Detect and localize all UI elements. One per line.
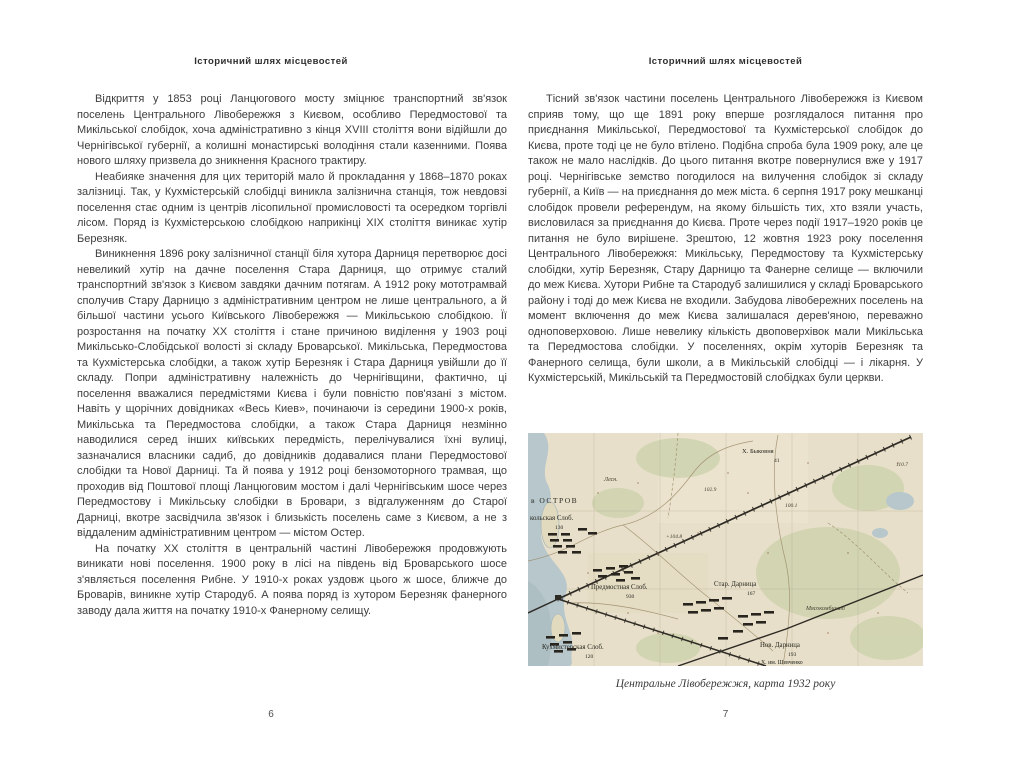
paragraph: Відкриття у 1853 році Ланцюгового мосту зміцнює транспортний зв'язок поселень Центрального Лівобережжя з Києвом, особливо Передмостової та Микільської слобідок, хоча адміністративно з кінця XVIII століття вони відійшли до Чернігівської губернії, а колишні монастирські володіння стали казенними. Поява нового шляху призвела до зникнення Красного трактиру. [77,93,507,167]
left-page-text [77,92,507,619]
page-number-left: 6 [268,709,274,720]
map-label-predmostna-num: 930 [626,594,635,600]
paragraph: Тісний зв'язок частини поселень Центрального Лівобережжя із Києвом сприяв тому, що ще 1891 року вперше розглядалося питання про приєднання Микільської, Передмостової та Кухмістерської слобідок до Києва, проте тоді це не було втілено. Подібна спроба була 1909 року, але це також не мало наслідків. До цього питання вкотре повернулися вже у 1917 році. Чернігівське земство погодилося на вилучення слобідок зі складу губернії, а Київ — на приєднання до меж міста. 6 серпня 1917 року мешканці слобідок провели референдум, на якому більшість тих, хто взяли участь, висловилася за приєднання до Києва. Проте через події 1917–1920 років це питання не було вирішене. Зрештою, 12 жовтня 1923 року поселення Центрального Лівобережжя: Микільську, Передмостову та Кухмістерську слобідки, хутір Березняк, Стару Дарницю та Фанерне селище — включили до меж Києва. Хутори Рибне та Стародуб залишилися у складі Броварського району і тоді до меж Києва не входили. Забудова лівобережних поселень на момент включення до меж Києва залишалася дерев'яною, переважно одноповерховою. Лише невелику кількість двоповерхівок мали Микільська та Передмостова слобідки. У поселеннях, окрім хуторів Березняк та Фанерного селища, були школи, а в Микільській слобідці — і лікарня. У Кухмістерській, Микільській та Передмостовій слобідках були церкви. [528,93,923,384]
map-label-stara-darnytsia: Стар. Дарница [714,581,757,588]
map-label-elev-1107: 110.7 [896,462,908,468]
map-label-bykovnia-num: 41 [774,458,780,464]
map-label-predmostna: Предмостная Слоб. [591,584,648,591]
right-page-text [528,92,923,387]
map-label-kukhmisterska-num: 120 [585,654,594,660]
map-label-ostrov: в ОСТРОВ [531,496,579,505]
map-label-stara-num: 167 [747,591,756,597]
map-label-nova-darnytsia: Нов. Дарница [760,642,800,649]
paragraph: На початку XX століття в центральній частині Лівобережжя продовжують виникати нові поселення. 1900 року в лісі на південь від Броварського шосе з'являється поселення Рибне. У 1910-х роках уздовж цього ж шосе, ближче до Броварів, виникне хутір Стародуб. А поява поряд із хутором Березняк фанерного заводу дала життя на початку 1910-х Фанерному селищу. [77,542,507,617]
map-label-miasokombinat: Мясокомбинат [806,606,845,612]
left-page [77,0,507,768]
map-label-elev-1048: +104.8 [666,534,683,540]
running-head-right: Історичний шлях місцевостей [648,56,803,67]
running-head-left: Історичний шлях місцевостей [194,56,348,67]
map-label-lesn: Лесн. [604,477,618,483]
map-1932 [528,433,923,666]
map-label-shevchenko: Х. им. Шевченко [761,660,803,666]
map-label-nova-num: 193 [788,652,797,658]
figure-caption: Центральне Лівобережжя, карта 1932 року [615,678,836,690]
paragraph: Виникнення 1896 року залізничної станції біля хутора Дарниця перетворює досі невеликий хутір на дачне поселення Стара Дарниця, що отримує сталий транспортний зв'язок з Києвом завдяки дачним потягам. А 1912 року мототрамвай сполучив Стару Дарницю з адміністративним центром не лише центрального, а й більшої частини усього Київського Лівобережжя — Микільською слобідкою. Її розростання на початку XX століття і стане причиною виділення у 1903 році Микільсько-Слобідської волості зі складу Броварської. Микільська, Передмостова та Кухмістерська слобідки, а також хутір Березняк і Стара Дарниця увійшли до її складу. Попри адміністративну належність до Чернігівщини, фактично, ці поселення вважалися передмістями Києва і були повністю пов'язані з містом. Навіть у щорічних довідниках «Весь Киев», починаючи із середини 1900-х років, Микільська та Передмостова слобідки, а також Стара Дарниця незмінно наводилися серед інших київських передмість, перелічувалися їхні вулиці, зазначалися власники садиб, до довідників додавалися плани Передмостової слобідки та Нової Дарниці. Та й поява у 1912 році бензомоторного трамвая, що проходив від Поштової площі Ланцюговим мостом і далі Чернігівським шосе через Передмостову і Микільську слобідки в Бровари, з відгалуженням до Старої Дарниці, вкотре засвідчила зв'язок і близькість поселень саме з Києвом, а не з віддаленим адміністративним центром — містом Остер. [77,248,507,539]
page-number-right: 7 [722,709,729,720]
map-label-kukhmisterska: Кухмистерская Слоб. [542,644,604,651]
paragraph: Неабияке значення для цих територій мало й прокладання у 1868–1870 роках залізниці. Так, у Кухмістерській слобідці виникла залізнична станція, тож невдовзі поселення стає одним із центрів лісопильної промисловості та осередком торгівлі лісом. Поряд із Кухмістерською слобідкою наприкінці XIX століття виникає хутір Березняк. [77,170,507,245]
map-label-elev-1001: 100.1 [785,503,798,509]
map-label-nikolska: кольская Слоб. [530,515,574,522]
map-label-elev-1029: 102.9 [704,487,717,493]
map-label-bykovnia: Х. Быковня [742,448,774,455]
historical-map-figure [528,433,923,666]
right-page [528,0,923,768]
map-label-nikolska-num: 130 [555,525,564,531]
